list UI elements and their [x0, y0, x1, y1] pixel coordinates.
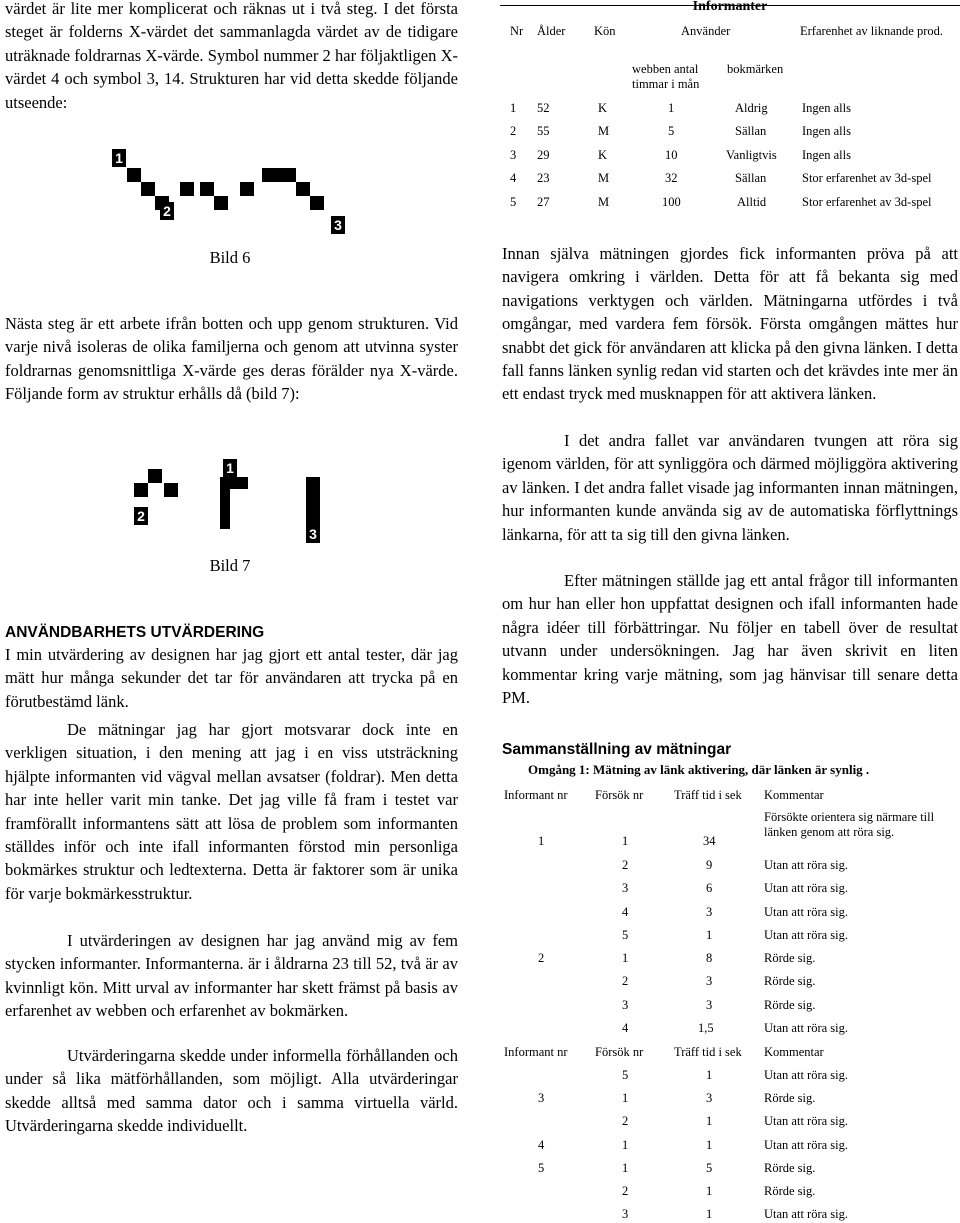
figure-7 — [120, 455, 340, 555]
figure-6-label-3: 3 — [331, 216, 345, 234]
figure-6-block — [214, 196, 228, 210]
figure-6-block — [127, 168, 141, 182]
paragraph-3: I utvärderingen av designen har jag använd mig av fem stycken informanter. Informanterna. är i åldrarna 23 till 52, två är av kvinnligt kön. Mitt urval av informanter har skett främst på basis av erfarenhet av webben och erfarenhet av bokmärken. — [5, 931, 458, 1021]
figure-7-block — [134, 483, 148, 497]
figure-6-block — [240, 182, 254, 196]
figure-7-label-3: 3 — [306, 525, 320, 543]
figure-6-block — [262, 168, 296, 182]
header-uses: Använder — [681, 24, 731, 38]
informants-table: Informanter Nr Ålder Kön Använder Erfarenhet av liknande prod. webben antal timmar i mån bokmärken 1 52 K 1 Aldrig Ingen alls 2 55 M 5 Sällan Ingen alls 3 29 K 10 Vanligtvis Ingen alls 4 23 M 32 Sällan Stor erfarenhet av 3d-spel 5 27 M 100 Alltid Stor erfarenhet av 3d-spel — [500, 0, 960, 215]
header-web: webben antal timmar i mån — [632, 62, 700, 91]
figure-6-block — [296, 182, 310, 196]
figure-7-block — [164, 483, 178, 497]
right-paragraph-3: Efter mätningen ställde jag ett antal frågor till informanten om hur han eller hon uppfattat designen och ifall informanten hade några idéer till förbättringar. Nu följer en tabell över de resultat utvann under undersökningen. Jag har även skrivit en liten kommentar kring varje mätning, som jag hänvisar till senare detta PM. — [502, 571, 958, 708]
section-heading: ANVÄNDBARHETS UTVÄRDERING — [5, 624, 265, 641]
header-gender: Kön — [594, 24, 616, 38]
figure-7-block — [230, 477, 248, 489]
intro-paragraph: värdet är lite mer komplicerat och räknas ut i två steg. I det första steget är folderns X-värdet det sammanlagda värdet av de tidigare uträknade foldrarnas X-värde. Symbol nummer 2 har följaktligen X-värdet 4 och symbol 3, 14. Strukturen har vid detta skedde följande utseende: — [5, 0, 458, 112]
figure-6-block — [310, 196, 324, 210]
header-bookmarks: bokmärken — [727, 62, 784, 76]
paragraph-1: I min utvärdering av designen har jag gjort ett antal tester, där jag mätt hur många sekunder det tar för användaren att trycka på en förutbestämd länk. — [5, 645, 458, 711]
header-nr: Nr — [510, 24, 524, 38]
figure-6-block — [180, 182, 194, 196]
figure-6-block — [200, 182, 214, 196]
paragraph-2: De mätningar jag har gjort motsvarar dock inte en verkligen situation, i den mening att jag i en viss utsträckning hjälpte informanten vid vägval mellan avsatser (foldrar). Men detta har inte heller varit min tanke. Det jag ville få fram i testet var framförallt informantens sätt att lösa de problem som informanten ställdes inför och inte ifall informanten förstod min personliga bokmärkes struktur och ledtexterna. Detta är faktorer som är unika för varje bokmärkesstruktur. — [5, 720, 458, 903]
figure-7-block — [220, 477, 230, 529]
summary-heading: Sammanställning av mätningar — [502, 741, 732, 758]
figure-6-label-2: 2 — [160, 202, 174, 220]
right-paragraph-1: Innan själva mätningen gjordes fick informanten pröva på att navigera omkring i världen. Detta för att få bekanta sig med navigations verktygen och världen. Mätningarna utfördes i två omgångar, med vardera fem försök. Första omgången mättes hur snabbt det gick för användaren att klicka på den givna länken. I detta fall fanns länken synlig redan vid starten och det krävdes inte mer än ett endast tryck med musknappen för att aktivera länken. — [502, 244, 958, 404]
header-age: Ålder — [537, 24, 566, 38]
figure-6-block — [141, 182, 155, 196]
informants-title: Informanter — [692, 0, 768, 14]
figure-6 — [100, 140, 360, 240]
figure-6-label-1: 1 — [112, 149, 126, 167]
results-table: Informant nr Försök nr Träff tid i sek Kommentar 1 1 34 Försökte orientera sig närmare till länken genom att röra sig. 2 9 Utan att röra sig. 3 6 Utan att röra sig. 4 3 Utan att röra sig. 5 1 Utan att röra sig. 2 1 8 Rörde sig. 2 3 Rörde sig. 3 3 Rörde sig. 4 1,5 Utan att röra sig. Informant nr Försök nr Träff tid i sek Kommentar 5 1 Utan att röra sig. 3 1 3 Rörde sig. 2 1 Utan att röra sig. 4 1 1 Utan att röra sig. 5 1 5 Rörde sig. 2 1 Rörde sig. 3 1 Utan att röra sig. — [504, 788, 935, 1221]
round-heading: Omgång 1: Mätning av länk aktivering, där länken är synlig . — [528, 762, 870, 777]
figure-7-caption: Bild 7 — [209, 556, 251, 575]
next-step-paragraph: Nästa steg är ett arbete ifrån botten och upp genom strukturen. Vid varje nivå isoleras de olika familjerna och genom att utvinna syster foldrarnas genomsnittliga X-värde ges deras förälder nya X-värde. Följande form av struktur erhålls då (bild 7): — [5, 314, 458, 404]
right-paragraph-2: I det andra fallet var användaren tvungen att röra sig igenom världen, för att synliggöra och därmed möjliggöra aktivering av länken. I det andra fallet visade jag informanten innan mätningen, hur informanten kunde använda sig av de automatiska förflyttnings länkarna, för att ta sig till den givna länken. — [502, 431, 958, 544]
figure-7-label-2: 2 — [134, 507, 148, 525]
figure-7-label-1: 1 — [223, 459, 237, 477]
figure-6-caption: Bild 6 — [209, 248, 251, 267]
figure-7-block — [148, 469, 162, 483]
header-experience: Erfarenhet av liknande prod. — [800, 24, 943, 38]
paragraph-4: Utvärderingarna skedde under informella förhållanden och under så lika mätförhållanden, som möjligt. Alla utvärderingar skedde alltså med samma dator och i samma virtuella värld. Utvärderingarna skedde individuellt. — [5, 1046, 458, 1136]
